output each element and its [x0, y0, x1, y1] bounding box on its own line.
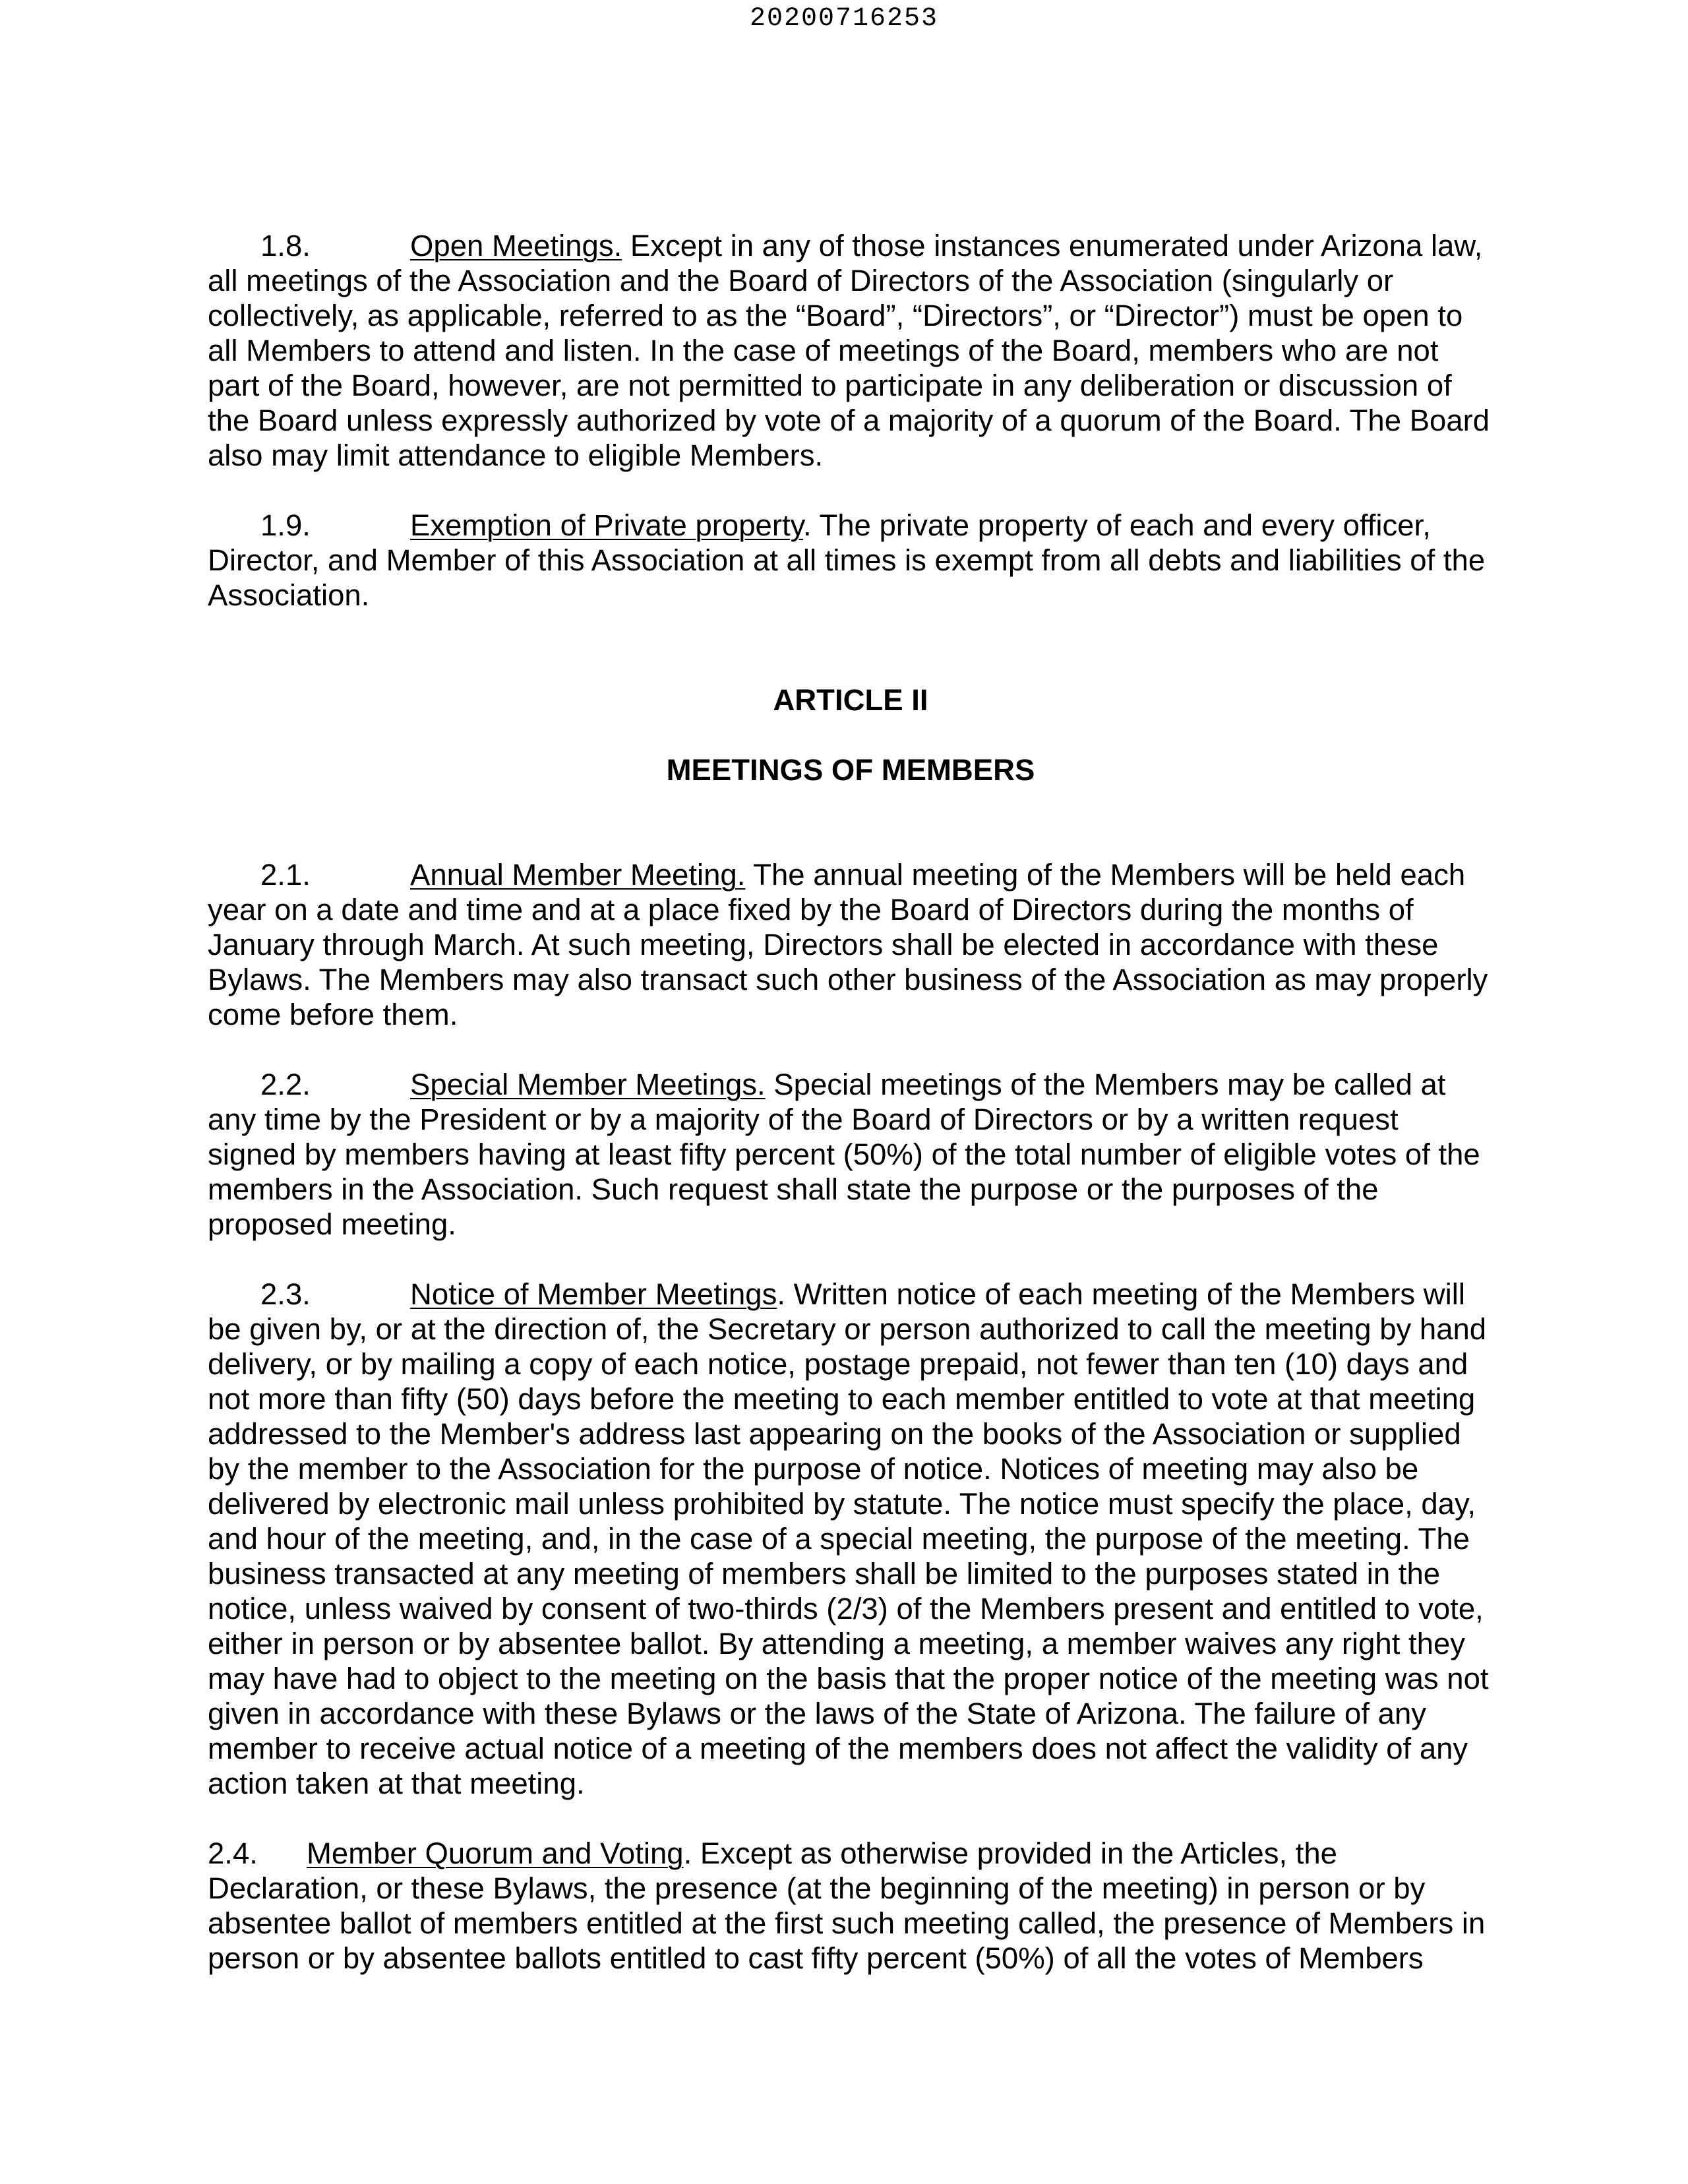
section-heading: Member Quorum and Voting [307, 1836, 684, 1870]
section-heading: Exemption of Private property [410, 508, 803, 542]
document-number: 20200716253 [749, 4, 939, 34]
section-1-8 [208, 228, 1493, 473]
section-text: Except in any of those instances enumerated under Arizona law, all meetings of the Association and the Board of Directors of the Association (singularly or collectively, as applicable, referred to as the “Board”, “Directors”, or “Director”) must be open to all Members to attend and listen. In the case of meetings of the Board, members who are not part of the Board, however, are not permitted to participate in any deliberation or discussion of the Board unless expressly authorized by vote of a majority of a quorum of the Board. The Board also may limit attendance to eligible Members. [208, 229, 1490, 472]
section-number: 2.1. [260, 858, 311, 892]
section-heading: Notice of Member Meetings [410, 1277, 777, 1311]
section-2-1 [208, 857, 1493, 1032]
section-heading: Open Meetings. [410, 229, 622, 262]
section-number: 2.3. [260, 1277, 311, 1311]
section-number: 1.9. [260, 508, 311, 542]
section-heading: Annual Member Meeting. [410, 858, 746, 892]
section-text: Special meetings of the Members may be called at any time by the President or by a majority of the Board of Directors or by a written request signed by members having at least fifty percent (50%) of the total number of eligible votes of the members in the Association. Such request shall state the purpose or the purposes of the proposed meeting. [208, 1068, 1480, 1241]
section-text: The annual meeting of the Members will be held each year on a date and time and at a place fixed by the Board of Directors during the months of January through March. At such meeting, Directors shall be elected in accordance with these Bylaws. The Members may also transact such other business of the Association as may properly come before them. [208, 858, 1488, 1031]
section-2-3 [208, 1277, 1493, 1801]
section-number: 2.2. [260, 1068, 311, 1101]
section-2-4 [208, 1836, 1493, 1976]
section-heading: Special Member Meetings. [410, 1068, 766, 1101]
article-title: ARTICLE II [773, 683, 928, 717]
document-body [208, 228, 1493, 1976]
section-number: 2.4. [208, 1836, 258, 1870]
section-1-9 [208, 508, 1493, 613]
section-text: . Except as otherwise provided in the Articles, the Declaration, or these Bylaws, the presence (at the beginning of the meeting) in person or by absentee ballot of members entitled at the first such meeting called, the presence of Members in person or by absentee ballots entitled to cast fifty percent (50%) of all the votes of Members [208, 1836, 1486, 1975]
article-subtitle: MEETINGS OF MEMBERS [666, 753, 1035, 787]
section-text: . Written notice of each meeting of the Members will be given by, or at the direction of, the Secretary or person authorized to call the meeting by hand delivery, or by mailing a copy of each notice, postage prepaid, not fewer than ten (10) days and not more than fifty (50) days before the meeting to each member entitled to vote at that meeting addressed to the Member's address last appearing on the books of the Association or supplied by the member to the Association for the purpose of notice. Notices of meeting may also be delivered by electronic mail unless prohibited by statute. The notice must specify the place, day, and hour of the meeting, and, in the case of a special meeting, the purpose of the meeting. The business transacted at any meeting of members shall be limited to the purposes stated in the notice, unless waived by consent of two-thirds (2/3) of the Members present and entitled to vote, either in person or by absentee ballot. By attending a meeting, a member waives any right they may have had to object to the meeting on the basis that the proper notice of the meeting was not given in accordance with these Bylaws or the laws of the State of Arizona. The failure of any member to receive actual notice of a meeting of the members does not affect the validity of any action taken at that meeting. [208, 1277, 1489, 1800]
section-text: . The private property of each and every officer, Director, and Member of this Association at all times is exempt from all debts and liabilities of the Association. [208, 508, 1486, 612]
section-number: 1.8. [260, 229, 311, 262]
section-2-2 [208, 1067, 1493, 1242]
